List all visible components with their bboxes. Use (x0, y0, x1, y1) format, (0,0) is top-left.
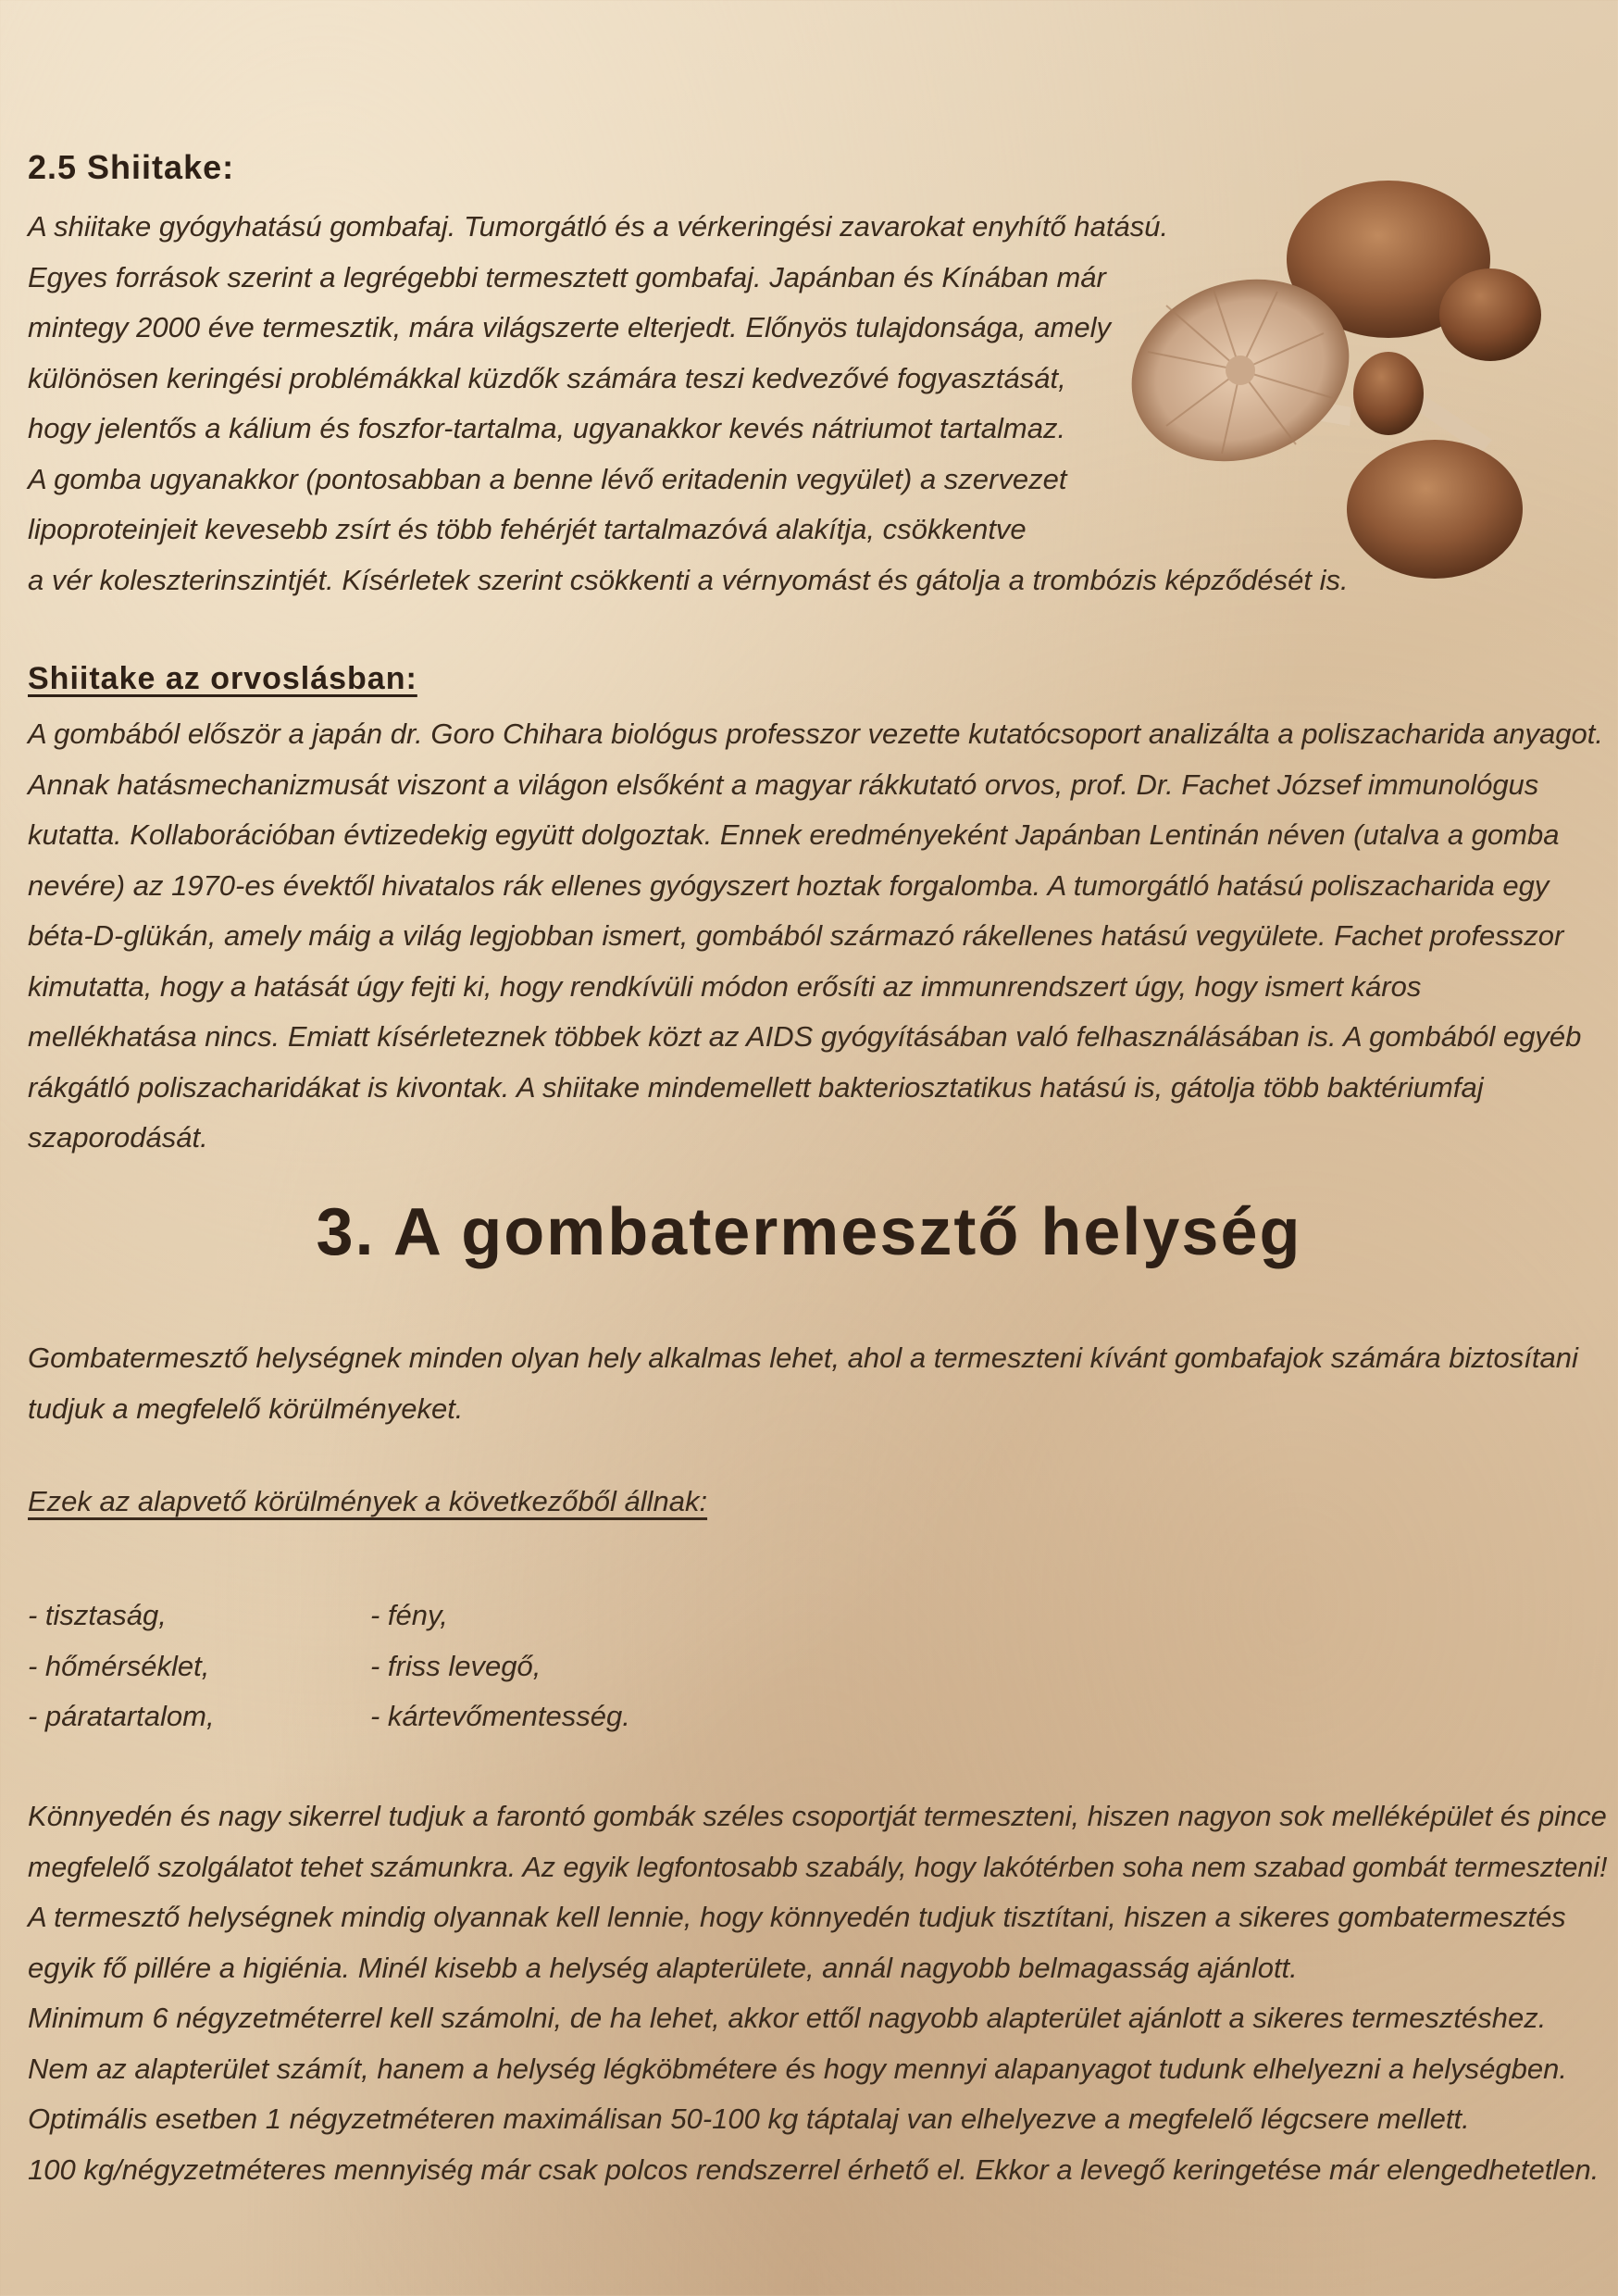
text-line: megfelelő szolgálatot tehet számunkra. Az egyik legfontosabb szabály, hogy lakótérben soha nem szabad gombát termeszteni! (28, 1850, 1608, 1883)
text-line: A gomba ugyanakkor (pontosabban a benne lévő eritadenin vegyület) a szervezet (28, 462, 1067, 495)
text-line: A shiitake gyógyhatású gombafaj. Tumorgátló és a vérkeringési zavarokat enyhítő hatású. (28, 210, 1169, 243)
section-heading-medicine: Shiitake az orvoslásban: (28, 661, 417, 696)
conditions-list-intro: Ezek az alapvető körülmények a következőből állnak: (28, 1485, 708, 1517)
text-line: lipoproteinjeit kevesebb zsírt és több fehérjét tartalmazóvá alakítja, csökkentve (28, 513, 1027, 545)
text-line: mintegy 2000 éve termesztik, mára világszerte elterjedt. Előnyös tulajdonsága, amely (28, 311, 1111, 343)
shiitake-mushrooms-image (1129, 176, 1611, 602)
medicine-description (28, 709, 1603, 1164)
text-line: hogy jelentős a kálium és foszfor-tartalma, ugyanakkor kevés nátriumot tartalmaz. (28, 412, 1066, 444)
section-heading-shiitake: 2.5 Shiitake: (28, 148, 235, 186)
list-item: - páratartalom, (28, 1700, 215, 1732)
text-line: egyik fő pillére a higiénia. Minél kisebb a helység alapterülete, annál nagyobb belmagasság ajánlott. (28, 1951, 1298, 1984)
text-line: Optimális esetben 1 négyzetméteren maximálisan 50-100 kg táptalaj van elhelyezve a megfelelő légcsere mellett. (28, 2103, 1470, 2135)
conditions-list-left (28, 1591, 215, 1742)
text-line: szaporodását. (28, 1121, 208, 1154)
list-item: - friss levegő, (370, 1649, 541, 1682)
text-line: béta-D-glükán, amely máig a világ legjobban ismert, gombából származó rákellenes hatású vegyülete. Fachet professzor (28, 919, 1564, 952)
text-line: Minimum 6 négyzetméterrel kell számolni, de ha lehet, akkor ettől nagyobb alapterület ajánlott a sikeres termesztéshez. (28, 2002, 1547, 2034)
list-item: - fény, (370, 1599, 448, 1631)
text-line: Könnyedén és nagy sikerrel tudjuk a farontó gombák széles csoportját termeszteni, hiszen nagyon sok melléképület és pince (28, 1800, 1607, 1832)
text-line: Egyes források szerint a legrégebbi termesztett gombafaj. Japánban és Kínában már (28, 260, 1106, 293)
section-title-growing-room: 3. A gombatermesztő helység (316, 1195, 1302, 1269)
text-line: 100 kg/négyzetméteres mennyiség már csak polcos rendszerrel érhető el. Ekkor a levegő keringetése már elengedhetetlen. (28, 2152, 1599, 2186)
text-line: a vér koleszterinszintjét. Kísérletek szerint csökkenti a vérnyomást és gátolja a trombózis képződését is. (28, 563, 1349, 596)
growing-room-intro (28, 1333, 1578, 1434)
text-line: rákgátló poliszacharidákat is kivontak. A shiitake mindemellett bakteriosztatikus hatású is, gátolja több baktériumfaj (28, 1070, 1484, 1104)
text-line: kimutatta, hogy a hatását úgy fejti ki, hogy rendkívüli módon erősíti az immunrendszert úgy, hogy ismert káros (28, 969, 1422, 1003)
text-line: A gombából először a japán dr. Goro Chihara biológus professzor vezette kutatócsoport analizálta a poliszacharida anyagot. (28, 718, 1603, 750)
text-line: A termesztő helységnek mindig olyannak kell lennie, hogy könnyedén tudjuk tisztítani, hiszen a sikeres gombatermesztés (28, 1901, 1566, 1933)
list-item: - tisztaság, (28, 1599, 167, 1631)
text-line: kutatta. Kollaborációban évtizedekig együtt dolgoztak. Ennek eredményeként Japánban Lentinán néven (utalva a gomba (28, 818, 1560, 851)
text-line: Annak hatásmechanizmusát viszont a világon elsőként a magyar rákkutató orvos, prof. Dr. Fachet József immunológus (28, 767, 1539, 801)
conditions-list-right (370, 1591, 630, 1742)
text-line: nevére) az 1970-es évektől hivatalos rák ellenes gyógyszert hoztak forgalomba. A tumorgátló hatású poliszacharida egy (28, 868, 1550, 902)
text-line: Gombatermesztő helységnek minden olyan hely alkalmas lehet, ahol a termeszteni kívánt gombafajok számára biztosítani (28, 1341, 1578, 1374)
text-line: Nem az alapterület számít, hanem a helység légköbmétere és hogy mennyi alapanyagot tudunk elhelyezni a helységben. (28, 2052, 1567, 2085)
text-line: mellékhatása nincs. Emiatt kísérleteznek többek közt az AIDS gyógyításában való felhasználásában is. A gombából egyéb (28, 1020, 1582, 1053)
text-line: különösen keringési problémákkal küzdők számára teszi kedvezővé fogyasztását, (28, 361, 1066, 394)
text-line: tudjuk a megfelelő körülményeket. (28, 1391, 464, 1425)
list-item: - kártevőmentesség. (370, 1700, 630, 1732)
list-item: - hőmérséklet, (28, 1649, 210, 1682)
growing-room-body (28, 1791, 1618, 2195)
